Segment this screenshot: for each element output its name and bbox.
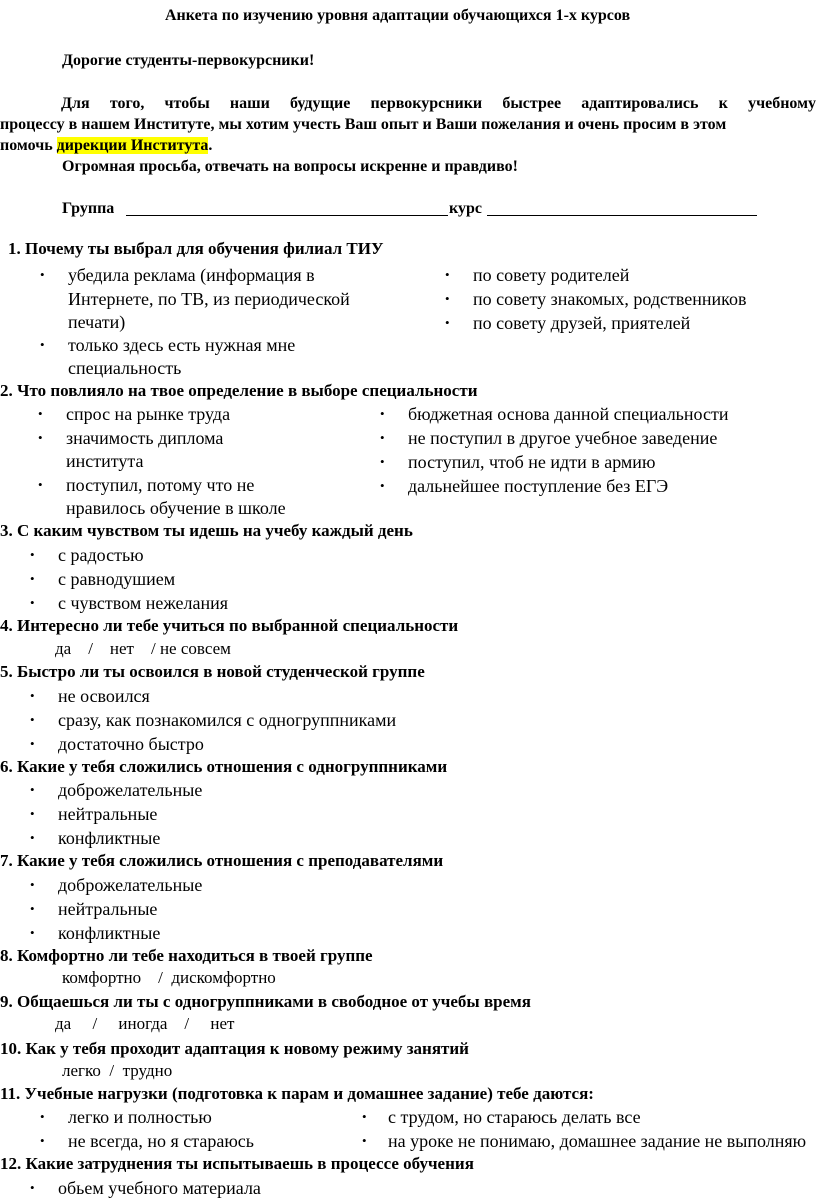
q10-answer[interactable]: легко / трудно — [62, 1061, 173, 1080]
q6-option-line: доброжелательные — [58, 780, 203, 800]
q9-answer[interactable]: да / иногда / нет — [55, 1014, 235, 1033]
course-field[interactable] — [487, 215, 757, 216]
intro-line-3-pre: помочь — [0, 137, 57, 154]
bullet-icon: • — [30, 595, 35, 610]
question-3-title: 3. С каким чувством ты идешь на учебу каждый день — [0, 521, 413, 540]
q5-option-line: не освоился — [58, 686, 150, 706]
bullet-icon: • — [30, 877, 35, 892]
question-8-title: 8. Комфортно ли тебе находиться в твоей группе — [0, 946, 373, 965]
question-10-title: 10. Как у тебя проходит адаптация к новому режиму занятий — [0, 1039, 469, 1058]
q3-option-line: с чувством нежелания — [58, 593, 229, 613]
q8-answer[interactable]: комфортно / дискомфортно — [62, 968, 276, 987]
q2-option-line: нравилось обучение в школе — [66, 498, 286, 518]
q12-option-line: обьем учебного материала — [58, 1178, 261, 1198]
bullet-icon: • — [30, 830, 35, 845]
q11-option-line: не всегда, но я стараюсь — [68, 1131, 254, 1151]
question-11-title: 11. Учебные нагрузки (подготовка к парам и домашнее задание) тебе даются: — [0, 1084, 594, 1103]
bullet-icon: • — [30, 782, 35, 797]
q1-option-line: специальность — [68, 358, 182, 378]
bullet-icon: • — [30, 925, 35, 940]
q2-option-line: значимость диплома — [66, 428, 224, 448]
question-2-title: 2. Что повлияло на твое определение в выборе специальности — [0, 381, 478, 400]
bullet-icon: • — [362, 1133, 367, 1148]
q3-option-line: с радостью — [58, 545, 144, 565]
bullet-icon: • — [380, 406, 385, 421]
q6-option-line: нейтральные — [58, 804, 158, 824]
bullet-icon: • — [38, 430, 43, 445]
q2-option-line: не поступил в другое учебное заведение — [408, 428, 718, 448]
bullet-icon: • — [30, 901, 35, 916]
bullet-icon: • — [30, 806, 35, 821]
question-7-title: 7. Какие у тебя сложились отношения с преподавателями — [0, 851, 444, 870]
intro-line-3-post: . — [208, 137, 213, 154]
group-field[interactable] — [126, 215, 448, 216]
q11-option-line: на уроке не понимаю, домашнее задание не выполняю — [388, 1131, 807, 1151]
q5-option-line: достаточно быстро — [58, 734, 204, 754]
question-9-title: 9. Общаешься ли ты с одногруппниками в свободное от учебы время — [0, 992, 531, 1011]
q1-option-line: по совету родителей — [473, 265, 630, 285]
q2-option-line: дальнейшее поступление без ЕГЭ — [408, 476, 669, 496]
q1-option-line: по совету друзей, приятелей — [473, 313, 691, 333]
question-4-title: 4. Интересно ли тебе учиться по выбранной специальности — [0, 616, 459, 635]
bullet-icon: • — [40, 337, 45, 352]
q1-option-line: убедила реклама (информация в — [68, 265, 315, 285]
q2-option-line: спрос на рынке труда — [66, 404, 231, 424]
q11-option[interactable] — [362, 1129, 816, 1153]
question-1-title: 1. Почему ты выбрал для обучения филиал ТИУ — [8, 239, 384, 258]
bullet-icon: • — [30, 688, 35, 703]
bullet-icon: • — [40, 1133, 45, 1148]
group-label: Группа — [62, 200, 115, 217]
intro-line-3 — [0, 135, 212, 156]
intro-line-2: процессу в нашем Институте, мы хотим учесть Ваш опыт и Ваши пожелания и очень просим в этом — [0, 116, 727, 133]
bullet-icon: • — [30, 547, 35, 562]
highlighted-text: дирекции Института — [56, 137, 209, 154]
bullet-icon: • — [380, 478, 385, 493]
bullet-icon: • — [380, 454, 385, 469]
q2-option-line: поступил, чтоб не идти в армию — [408, 452, 656, 472]
bullet-icon: • — [40, 267, 45, 282]
course-label: курс — [449, 200, 482, 217]
q2-option-line: бюджетная основа данной специальности — [408, 404, 729, 424]
q7-option-line: конфликтные — [58, 923, 161, 943]
q1-option-line: по совету знакомых, родственников — [473, 289, 747, 309]
document-title: Анкета по изучению уровня адаптации обучающихся 1-х курсов — [165, 7, 631, 24]
q3-option-line: с равнодушием — [58, 569, 176, 589]
bullet-icon: • — [30, 712, 35, 727]
q1-option-line: Интернете, по ТВ, из периодической — [68, 289, 350, 309]
bullet-icon: • — [380, 430, 385, 445]
bullet-icon: • — [38, 477, 43, 492]
q4-answer[interactable]: да / нет / не совсем — [55, 639, 231, 658]
bullet-icon: • — [38, 406, 43, 421]
q7-option-line: доброжелательные — [58, 875, 203, 895]
bullet-icon: • — [445, 291, 450, 306]
question-5-title: 5. Быстро ли ты освоился в новой студенческой группе — [0, 662, 425, 681]
greeting: Дорогие студенты-первокурсники! — [62, 52, 315, 69]
bullet-icon: • — [362, 1109, 367, 1124]
q5-option-line: сразу, как познакомился с одногруппниками — [58, 710, 397, 730]
bullet-icon: • — [445, 315, 450, 330]
bullet-icon: • — [30, 571, 35, 586]
q1-option-line: печати) — [68, 312, 126, 332]
intro-line-4: Огромная просьба, отвечать на вопросы искренне и правдиво! — [62, 158, 518, 175]
bullet-icon: • — [30, 1180, 35, 1195]
q1-option-line: только здесь есть нужная мне — [68, 335, 296, 355]
q7-option-line: нейтральные — [58, 899, 158, 919]
q11-option-line: с трудом, но стараюсь делать все — [388, 1107, 641, 1127]
bullet-icon: • — [40, 1109, 45, 1124]
question-6-title: 6. Какие у тебя сложились отношения с одногруппниками — [0, 757, 448, 776]
q2-option-line: поступил, потому что не — [66, 475, 255, 495]
q6-option-line: конфликтные — [58, 828, 161, 848]
bullet-icon: • — [30, 736, 35, 751]
question-12-title: 12. Какие затруднения ты испытываешь в процессе обучения — [0, 1154, 474, 1173]
q11-option-line: легко и полностью — [68, 1107, 212, 1127]
intro-line-1: Для того, чтобы наши будущие первокурсники быстрее адаптировались к учебному — [61, 95, 816, 112]
q2-option-line: института — [66, 451, 144, 471]
bullet-icon: • — [445, 267, 450, 282]
